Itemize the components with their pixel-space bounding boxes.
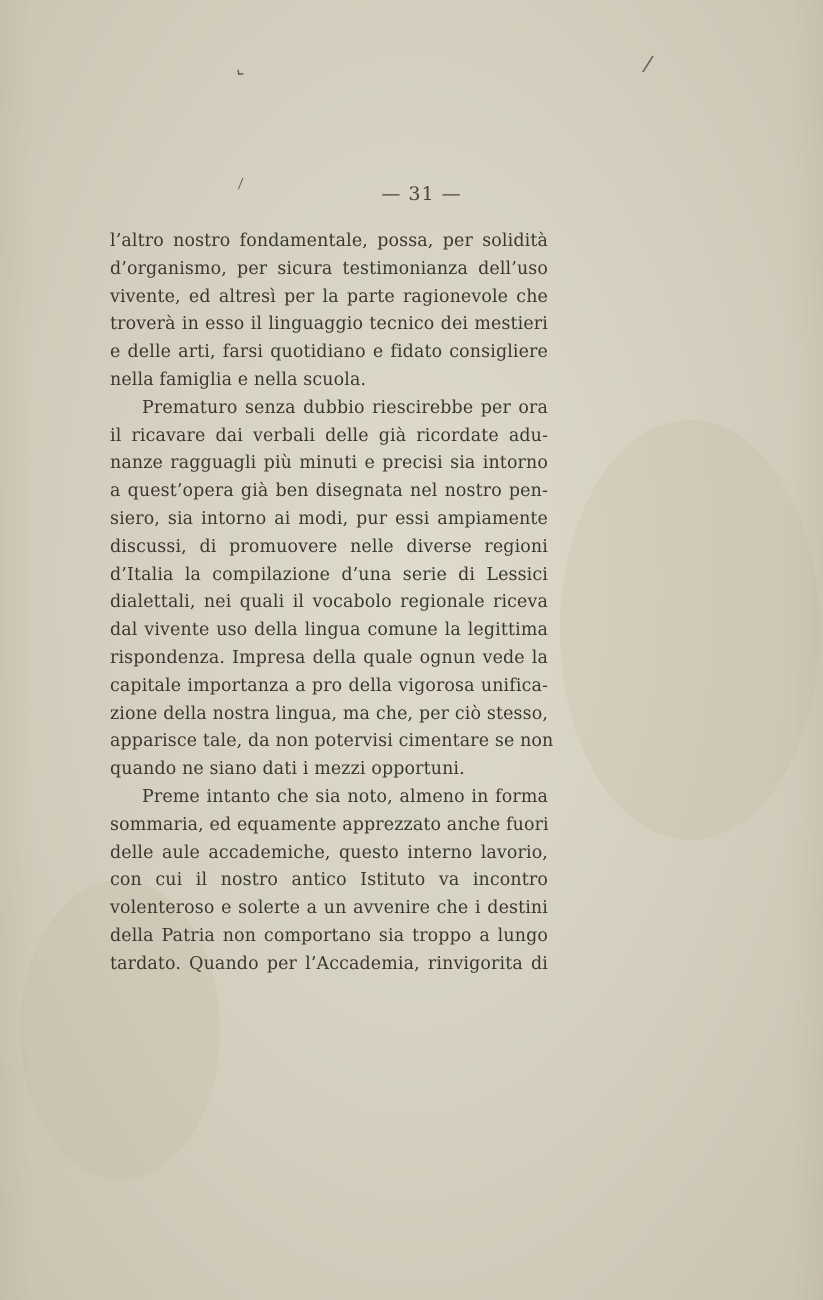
text-line: dialettali, nei quali il vocabolo regionale riceva <box>110 592 548 613</box>
text-line: nella famiglia e nella scuola. <box>110 369 367 390</box>
text-line: sommaria, ed equamente apprezzato anche fuori <box>110 814 549 835</box>
text-line: zione della nostra lingua, ma che, per ciò stesso, <box>110 703 548 724</box>
pencil-mark: \ <box>233 176 248 192</box>
text-line: l’altro nostro fondamentale, possa, per solidità <box>110 231 548 251</box>
text-line: tardato. Quando per l’Accademia, rinvigorita di <box>110 953 548 974</box>
paper-stain <box>560 420 820 840</box>
paragraph-3 <box>110 784 548 979</box>
text-line: apparisce tale, da non potervisi cimentare se non <box>110 731 554 752</box>
text-line: della Patria non comportano sia troppo a lungo <box>110 925 548 946</box>
body-text <box>110 228 554 979</box>
text-line: capitale importanza a pro della vigorosa unifica- <box>110 675 548 696</box>
page-number: — 31 — <box>381 183 462 205</box>
text-line: vivente, ed altresì per la parte ragionevole che <box>110 286 548 307</box>
text-line: e delle arti, farsi quotidiano e fidato consigliere <box>110 342 548 363</box>
text-line: con cui il nostro antico Istituto va incontro <box>110 870 548 891</box>
text-line: troverà in esso il linguaggio tecnico dei mestieri <box>110 314 548 335</box>
text-line: quando ne siano dati i mezzi opportuni. <box>110 759 465 780</box>
text-line: siero, sia intorno ai modi, pur essi ampiamente <box>110 508 548 529</box>
pencil-mark: / <box>640 51 655 78</box>
text-line: il ricavare dai verbali delle già ricordate adu- <box>110 425 548 446</box>
pencil-mark: ⌄ <box>229 57 254 84</box>
paragraph-1 <box>110 228 548 395</box>
text-line: delle aule accademiche, questo interno lavorio, <box>110 842 548 863</box>
text-line: Prematuro senza dubbio riescirebbe per ora <box>142 397 548 418</box>
text-line: dal vivente uso della lingua comune la legittima <box>110 620 548 641</box>
text-line: discussi, di promuovere nelle diverse regioni <box>110 536 548 557</box>
text-line: volenteroso e solerte a un avvenire che i destini <box>110 898 548 919</box>
text-line: rispondenza. Impresa della quale ognun vede la <box>110 647 548 668</box>
text-line: a quest’opera già ben disegnata nel nostro pen- <box>110 481 548 502</box>
text-line: Preme intanto che sia noto, almeno in forma <box>142 786 548 807</box>
text-line: d’Italia la compilazione d’una serie di Lessici <box>110 564 548 585</box>
text-line: nanze ragguagli più minuti e precisi sia intorno <box>110 453 548 474</box>
paragraph-2 <box>110 395 554 784</box>
text-line: d’organismo, per sicura testimonianza dell’uso <box>110 258 548 279</box>
